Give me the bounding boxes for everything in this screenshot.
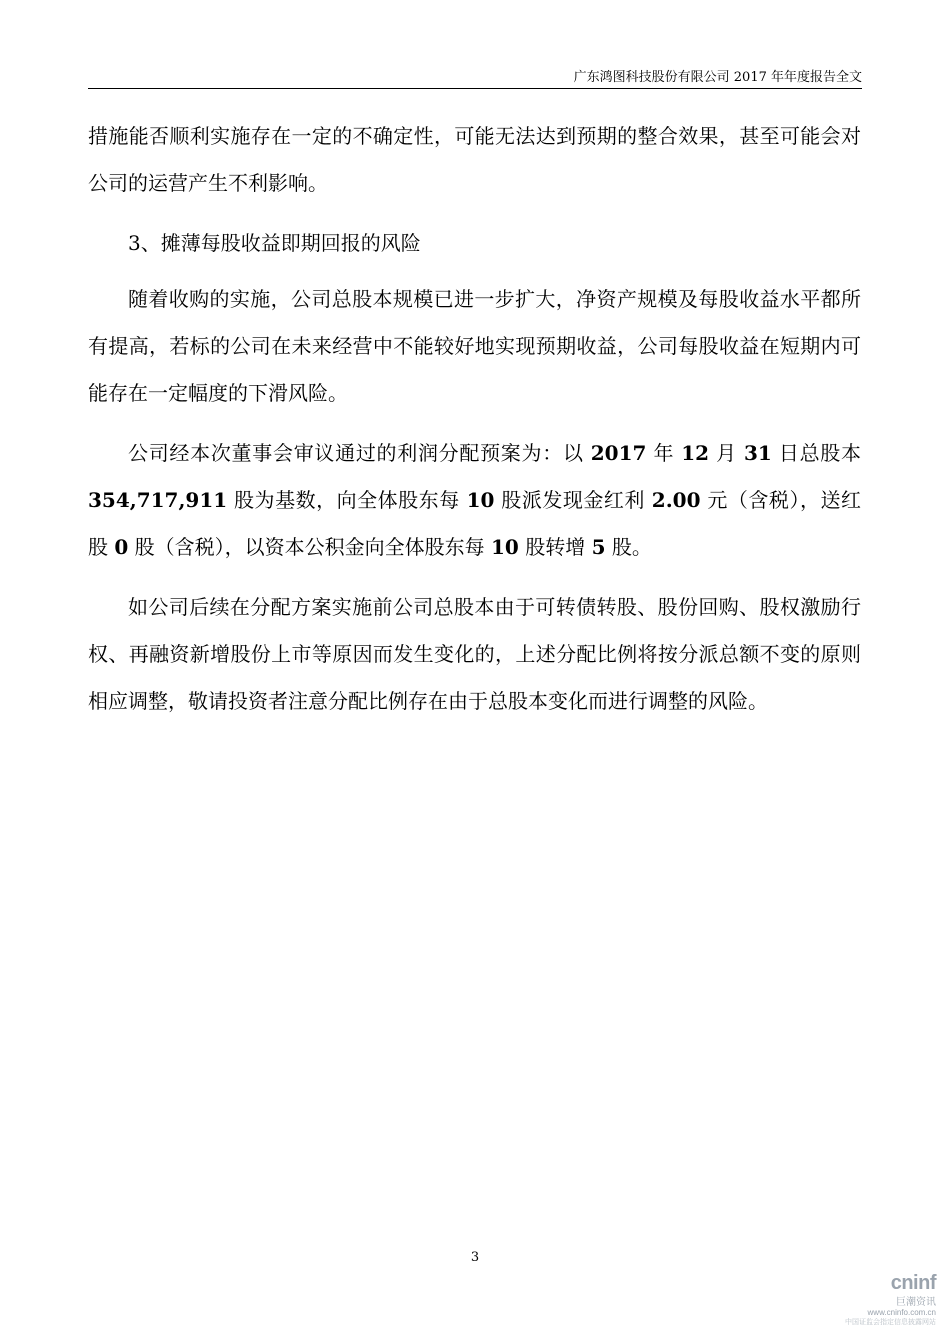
- convert-shares-value: 5: [591, 535, 606, 559]
- paragraph-distribution-adjustment: 如公司后续在分配方案实施前公司总股本由于可转债转股、股份回购、股权激励行权、再融资新增股份上市等原因而发生变化的，上述分配比例将按分派总额不变的原则相应调整，敬请投资者注意分配比例存在由于总股本变化而进行调整的风险。: [88, 595, 861, 713]
- text-segment: 股派发现金红利: [494, 488, 652, 512]
- total-shares-value: 354,717,911: [88, 488, 228, 512]
- text-segment: 年: [646, 441, 682, 465]
- per-shares-value: 10: [466, 488, 495, 512]
- year-value: 2017: [590, 441, 647, 465]
- text-segment: 股（含税），以资本公积金向全体股东每: [128, 535, 491, 559]
- watermark-desc: 中国证监会指定信息披露网站: [845, 1319, 936, 1326]
- day-value: 31: [743, 441, 772, 465]
- page-number: 3: [470, 1250, 480, 1265]
- text-segment: 日总股本: [771, 441, 862, 465]
- bonus-shares-value: 0: [114, 535, 129, 559]
- header-title: 广东鸿图科技股份有限公司 2017 年年度报告全文: [573, 70, 862, 85]
- text-segment: 公司经本次董事会审议通过的利润分配预案为：以: [128, 441, 591, 465]
- page-header: [88, 58, 862, 89]
- text-segment: 股为基数，向全体股东每: [227, 488, 467, 512]
- text-segment: 股。: [605, 535, 652, 559]
- text-segment: 月: [709, 441, 744, 465]
- cash-dividend-value: 2.00: [651, 488, 701, 512]
- watermark-brand: 巨潮资讯: [896, 1297, 936, 1308]
- paragraph-eps-dilution-risk: 随着收购的实施，公司总股本规模已进一步扩大，净资产规模及每股收益水平都所有提高，若标的公司在未来经营中不能较好地实现预期收益，公司每股收益在短期内可能存在一定幅度的下滑风险。: [88, 287, 861, 405]
- text-segment: 股转增: [518, 535, 592, 559]
- month-value: 12: [681, 441, 710, 465]
- text-segment: 元（含税），送红股: [88, 488, 861, 559]
- document-body: [88, 113, 861, 738]
- watermark-url: www.cninfo.com.cn: [867, 1308, 936, 1317]
- watermark-logo: cninf: [890, 1272, 936, 1294]
- section-heading-eps-dilution: 3、摊薄每股收益即期回报的风险: [128, 231, 421, 255]
- per-shares-value: 10: [491, 535, 519, 559]
- paragraph-profit-distribution: [88, 430, 861, 571]
- cninfo-watermark: [826, 1272, 936, 1336]
- paragraph-integration-risk-continued: 措施能否顺利实施存在一定的不确定性，可能无法达到预期的整合效果，甚至可能会对公司的运营产生不利影响。: [88, 124, 861, 195]
